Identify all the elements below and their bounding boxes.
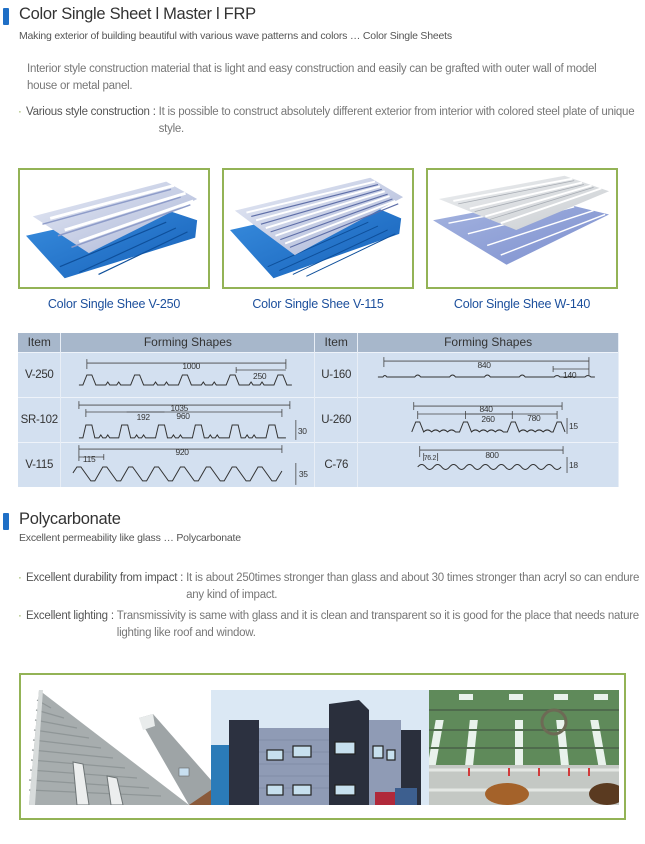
section-title: Polycarbonate [19, 510, 121, 528]
bullet-text: It is about 250times stronger than glass and about 30 times stronger than acryl so can endure any kind of impact. [186, 572, 640, 601]
barn-roof-interior-photo [429, 690, 619, 805]
bullet-dot-icon: · [18, 106, 22, 118]
dim-label: 780 [527, 412, 541, 423]
item-name: V-115 [18, 442, 61, 487]
item-name: C-76 [315, 442, 358, 487]
v250-sheet-image [20, 170, 208, 287]
header-item: Item [315, 333, 358, 352]
application-photos [19, 673, 626, 820]
dim-label: 76.2 [423, 454, 437, 462]
v115-profile-diagram [61, 443, 314, 487]
dim-label: 192 [137, 411, 151, 422]
product-image-v250 [18, 168, 210, 289]
feature-bullet [18, 104, 640, 138]
profile-u160 [358, 352, 619, 397]
item-name: V-250 [18, 352, 61, 397]
dim-label: 840 [479, 403, 493, 414]
bullet-label: Excellent lighting [26, 610, 108, 622]
dim-label: 115 [83, 453, 96, 464]
product-caption: Color Single Shee W-140 [453, 297, 591, 311]
two-story-building-photo [211, 690, 429, 805]
profile-sr102 [61, 397, 315, 442]
bullet-dot-icon: · [18, 610, 22, 622]
dim-label: 960 [176, 410, 191, 421]
feature-bullet [18, 570, 640, 604]
header-forming-shapes: Forming Shapes [61, 333, 315, 352]
product-image-v115 [222, 168, 414, 289]
header-forming-shapes: Forming Shapes [358, 333, 619, 352]
forming-shapes-table [18, 333, 619, 487]
dim-label: 840 [477, 359, 491, 370]
bullet-dot-icon: · [18, 572, 22, 584]
dim-label: 920 [175, 446, 190, 457]
v115-sheet-image [224, 170, 412, 287]
dim-label: 35 [299, 468, 309, 479]
item-name: SR-102 [18, 397, 61, 442]
section-marker-icon [3, 513, 9, 530]
dim-label: 18 [569, 459, 579, 470]
section-title: Color Single Sheet l Master l FRP [19, 5, 256, 23]
section-subtitle: Making exterior of building beautiful with various wave patterns and colors … Color Single Sheets [19, 30, 452, 42]
bullet-colon: : [180, 572, 184, 584]
product-caption: Color Single Shee V-115 [252, 297, 384, 311]
header-item: Item [18, 333, 61, 352]
section-subtitle: Excellent permeability like glass … Polycarbonate [19, 532, 241, 544]
bullet-text: Transmissivity is same with glass and it is clean and transparent so it is good for the place that needs nature lighting like roof and window. [116, 610, 639, 639]
product-caption: Color Single Shee V-250 [47, 297, 181, 311]
dim-label: 1000 [182, 360, 201, 371]
bullet-colon: : [110, 610, 114, 622]
bullet-colon: : [152, 106, 156, 118]
profile-v250 [61, 352, 315, 397]
profile-v115 [61, 442, 315, 487]
dim-label: 140 [563, 369, 577, 380]
product-image-w140 [426, 168, 618, 289]
bullet-label: Excellent durability from impact [26, 572, 178, 584]
u160-profile-diagram [358, 353, 618, 397]
profile-u260 [358, 397, 619, 442]
dim-label: 800 [485, 449, 499, 460]
item-name: U-160 [315, 352, 358, 397]
dim-label: 30 [298, 425, 308, 436]
dim-label: 15 [569, 420, 579, 431]
feature-bullet [18, 608, 640, 642]
u260-profile-diagram [358, 398, 618, 442]
bullet-text: It is possible to construct absolutely different exterior from interior with colored steel plate of unique style. [158, 106, 635, 135]
table-row [18, 352, 619, 397]
item-name: U-260 [315, 397, 358, 442]
section-marker-icon [3, 8, 9, 25]
dim-label: 250 [253, 370, 267, 381]
bullet-label: Various style construction [26, 106, 150, 118]
dim-label: 1035 [170, 402, 189, 413]
intro-paragraph: Interior style construction material that is light and easy construction and easily can be grafted with outer wall of model house or metal panel. [27, 63, 597, 92]
building-facade-photo [29, 690, 211, 805]
c76-profile-diagram [358, 443, 618, 487]
w140-sheet-image [428, 170, 616, 287]
v250-profile-diagram [61, 353, 314, 397]
dim-label: 260 [481, 413, 495, 424]
table-row [18, 442, 619, 487]
sr102-profile-diagram [61, 398, 314, 442]
table-row [18, 397, 619, 442]
profile-c76 [358, 442, 619, 487]
